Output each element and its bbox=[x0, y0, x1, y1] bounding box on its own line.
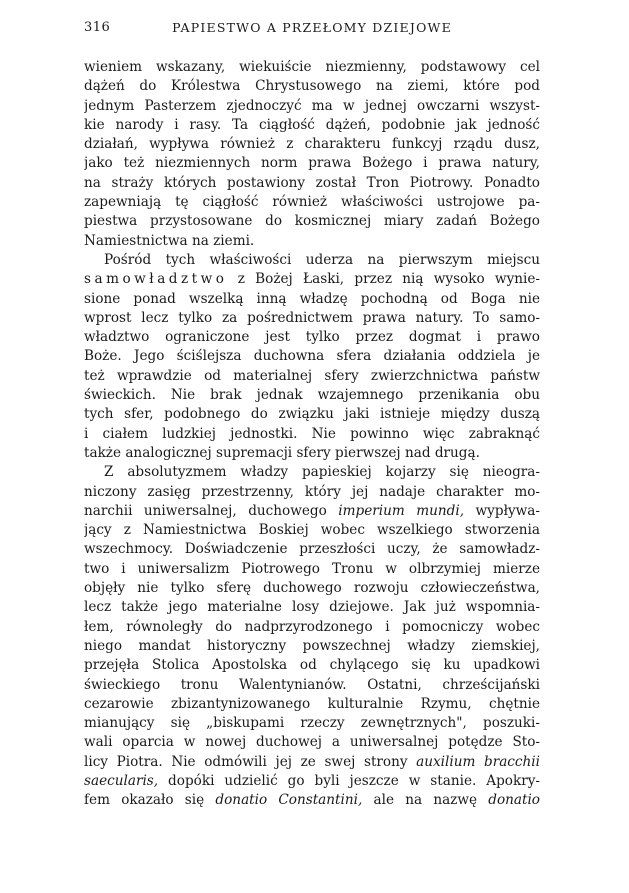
text-span: Z absolutyzmem władzy papieskiej kojarzy się nieogra- bbox=[104, 464, 540, 481]
text-span: Boże. Jego ściślejsza duchowna sfera działania oddziela je bbox=[84, 348, 540, 365]
text-line bbox=[84, 598, 540, 617]
text-span: i ciałem ludzkiej jednostki. Nie powinno więc zabraknąć bbox=[84, 425, 540, 442]
text-line bbox=[84, 116, 540, 135]
text-line bbox=[84, 560, 540, 579]
text-span: wieniem wskazany, wiekuiście niezmienny, podstawowy cel bbox=[84, 59, 540, 75]
text-line bbox=[84, 791, 540, 810]
text-line bbox=[84, 425, 540, 444]
text-line bbox=[84, 483, 540, 502]
text-span: Namiestnictwa na ziemi. bbox=[84, 232, 255, 249]
text-span: także analogicznej supremacji sfery pierwszej nad drugą. bbox=[84, 444, 480, 461]
text-line bbox=[84, 135, 540, 154]
text-span: two i uniwersalizm Piotrowego Tronu w olbrzymiej mierze bbox=[84, 560, 540, 577]
text-span: jako też niezmiennych norm prawa Bożego i prawa natury, bbox=[84, 155, 540, 172]
italic-phrase: auxilium bracchii bbox=[416, 753, 540, 770]
text-span: jednym Pasterzem zjednoczyć ma w jednej owczarni wszyst- bbox=[84, 97, 540, 114]
text-span: zapewniają tę ciągłość również właściwości ustrojowe pa- bbox=[84, 194, 540, 211]
italic-phrase: imperium mundi, bbox=[338, 502, 465, 519]
text-line bbox=[84, 154, 540, 173]
text-line bbox=[84, 270, 540, 289]
text-line bbox=[84, 212, 540, 231]
text-span: wprost lecz tylko za pośrednictwem prawa natury. To samo- bbox=[84, 309, 540, 326]
text-line bbox=[84, 463, 540, 482]
text-line bbox=[84, 444, 540, 463]
text-line bbox=[84, 714, 540, 733]
running-title: PAPIESTWO A PRZEŁOMY DZIEJOWE bbox=[172, 20, 452, 35]
text-span: przejęła Stolica Apostolska od chylącego się ku upadkowi bbox=[84, 657, 540, 674]
italic-phrase: donatio Constantini, bbox=[215, 792, 363, 809]
text-span: z Bożej Łaski, przez nią wysoko wynie- bbox=[227, 271, 540, 288]
text-line bbox=[84, 309, 540, 328]
text-span: fem okazało się bbox=[84, 792, 216, 809]
text-line bbox=[84, 367, 540, 386]
text-line bbox=[84, 753, 540, 772]
text-line bbox=[84, 405, 540, 424]
text-line bbox=[84, 58, 540, 77]
text-line bbox=[84, 251, 540, 270]
text-span: łem, równoległy do nadprzyrodzonego i pomocniczy wobec bbox=[84, 618, 540, 635]
text-line bbox=[84, 77, 540, 96]
text-line bbox=[84, 328, 540, 347]
text-line bbox=[84, 579, 540, 598]
text-line bbox=[84, 97, 540, 116]
page-number: 316 bbox=[84, 20, 111, 35]
text-span: kie narody i rasy. Ta ciągłość dążeń, podobnie jak jedność bbox=[84, 116, 540, 133]
text-span: dążeń do Królestwa Chrystusowego na ziemi, które pod bbox=[84, 78, 540, 95]
text-line bbox=[84, 656, 540, 675]
page-header bbox=[84, 18, 540, 40]
text-span: też wprawdzie od materialnej sfery zwierzchnictwa państw bbox=[84, 367, 540, 384]
text-line bbox=[84, 502, 540, 521]
text-line bbox=[84, 193, 540, 212]
text-line bbox=[84, 540, 540, 559]
text-span: objęły nie tylko sferę duchowego rozwoju człowieczeństwa, bbox=[84, 580, 540, 597]
italic-phrase: saecularis, bbox=[84, 772, 159, 789]
text-line bbox=[84, 290, 540, 309]
text-span: wszechmocy. Doświadczenie przeszłości uczy, że samowładz- bbox=[84, 541, 540, 558]
italic-phrase: donatio bbox=[488, 792, 540, 809]
text-span: ale na nazwę bbox=[362, 792, 489, 809]
text-span: świeckich. Nie brak jednak wzajemnego przenikania obu bbox=[84, 387, 540, 404]
text-span: licy Piotra. Nie odmówili jej ze swej strony bbox=[84, 753, 417, 770]
text-line bbox=[84, 637, 540, 656]
text-line bbox=[84, 733, 540, 752]
text-span: niego mandat historyczny powszechnej władzy ziemskiej, bbox=[84, 637, 540, 654]
text-line bbox=[84, 232, 540, 251]
text-span: wypływa- bbox=[464, 502, 540, 519]
text-span: niczony zasięg przestrzenny, który jej nadaje charakter mo- bbox=[84, 483, 540, 500]
text-span: tych sfer, podobnego do związku jaki istnieje między duszą bbox=[84, 406, 540, 423]
book-page bbox=[84, 18, 540, 811]
text-span: na straży których postawiony został Tron Piotrowy. Ponadto bbox=[84, 174, 540, 191]
body-text bbox=[84, 58, 540, 811]
text-span: narchii uniwersalnej, duchowego bbox=[84, 502, 339, 519]
text-line bbox=[84, 772, 540, 791]
text-line bbox=[84, 521, 540, 540]
text-span: wali oparcia w nowej duchowej a uniwersalnej potędze Sto- bbox=[84, 734, 540, 751]
text-line bbox=[84, 695, 540, 714]
text-span: cezarowie zbizantynizowanego kulturalnie Rzymu, chętnie bbox=[84, 695, 540, 712]
text-line bbox=[84, 386, 540, 405]
text-span: działań, wypływa również z charakteru funkcyj rządu dusz, bbox=[84, 136, 540, 153]
spaced-emphasis: samowładztwo bbox=[84, 271, 228, 288]
text-span: mianujący się „biskupami rzeczy zewnętrznych", poszuki- bbox=[84, 715, 540, 732]
text-line bbox=[84, 347, 540, 366]
text-span: jący z Namiestnictwa Boskiej wobec wszelkiego stworzenia bbox=[84, 522, 540, 539]
text-line bbox=[84, 174, 540, 193]
text-span: sione ponad wszelką inną władzę pochodną od Boga nie bbox=[84, 290, 540, 307]
text-span: władztwo ograniczone jest tylko przez dogmat i prawo bbox=[84, 329, 540, 346]
text-line bbox=[84, 676, 540, 695]
text-span: świeckiego tronu Walentynianów. Ostatni, chrześcijański bbox=[84, 676, 540, 693]
text-span: dopóki udzielić go byli jeszcze w stanie. Apokry- bbox=[158, 772, 540, 789]
text-line bbox=[84, 618, 540, 637]
text-span: Pośród tych właściwości uderza na pierwszym miejscu bbox=[104, 251, 540, 268]
text-span: piestwa przystosowane do kosmicznej miary zadań Bożego bbox=[84, 213, 540, 230]
text-span: lecz także jego materialne losy dziejowe. Jak już wspomnia- bbox=[84, 599, 540, 616]
